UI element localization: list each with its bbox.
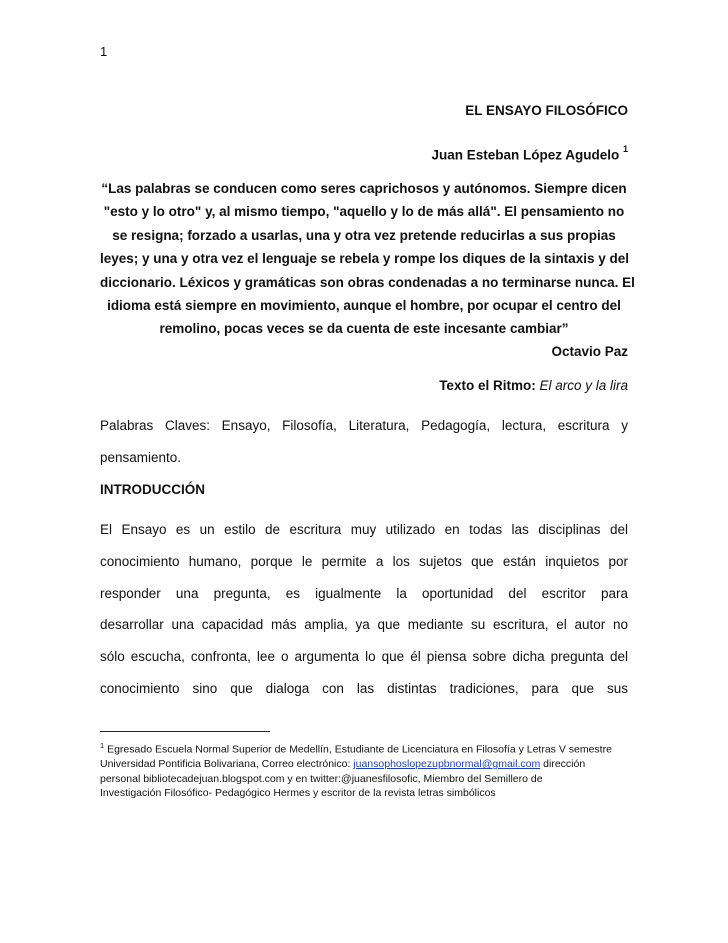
footnote — [100, 739, 628, 801]
quote-source-book: El arco y la lira — [539, 378, 628, 393]
quote-line: leyes; y una y otra vez el lenguaje se rebela y rompe los diques de la sintaxis y del — [100, 251, 629, 267]
footnote-mark: 1 — [100, 741, 105, 750]
author-footnote-mark: 1 — [622, 144, 628, 154]
body-line: conocimiento humano, porque le permite a los sujetos que están inquietos por — [100, 553, 628, 569]
document-title: EL ENSAYO FILOSÓFICO — [465, 103, 628, 118]
footnote-text: Egresado Escuela Normal Superior de Medellín, Estudiante de Licenciatura en Filosofía y Letras V semestre — [107, 743, 612, 756]
introduction-paragraph — [100, 514, 628, 705]
body-line: sólo escucha, confronta, lee o argumenta lo que él piensa sobre dicha pregunta del — [100, 649, 628, 665]
footnote-line: Investigación Filosófico- Pedagógico Hermes y escritor de la revista letras simbólicos — [100, 787, 496, 800]
footnote-text: Universidad Pontificia Bolivariana, Correo electrónico: — [100, 758, 354, 771]
quote-author: Octavio Paz — [551, 344, 628, 359]
body-line: conocimiento sino que dialoga con las distintas tradiciones, para que sus — [100, 680, 628, 696]
quote-line: “Las palabras se conducen como seres caprichosos y autónomos. Siempre dicen — [101, 181, 627, 196]
author-name: Juan Esteban López Agudelo — [431, 147, 620, 163]
footnote-line — [100, 757, 628, 772]
keywords-line: pensamiento. — [100, 450, 182, 465]
footnote-line — [100, 739, 628, 757]
quote-source-label: Texto el Ritmo: — [439, 378, 536, 393]
email-link[interactable]: juansophoslopezupbnormal@gmail.com — [353, 758, 541, 771]
quote-line: "esto y lo otro" y, al mismo tiempo, "aquello y lo de más allá". El pensamiento no — [103, 204, 625, 220]
footnote-separator — [100, 731, 270, 732]
quote-line: se resigna; forzado a usarlas, una y otra vez pretende reducirlas a sus propias — [112, 227, 616, 243]
keywords-line: Palabras Claves: Ensayo, Filosofía, Literatura, Pedagogía, lectura, escritura y — [100, 418, 628, 433]
quote-source — [439, 378, 628, 393]
quote-line: diccionario. Léxicos y gramáticas son obras condenadas a no terminarse nunca. El — [100, 274, 635, 290]
footnote-text: dirección — [540, 758, 586, 771]
footnote-line: personal bibliotecadejuan.blogspot.com y en twitter:@juanesfilosofic, Miembro del Semillero de — [100, 772, 543, 785]
author-line — [431, 146, 628, 163]
epigraph-quote — [100, 177, 635, 341]
page-number: 1 — [100, 44, 108, 59]
body-line: responder una pregunta, es igualmente la oportunidad del escritor para — [100, 585, 628, 601]
quote-line: remolino, pocas veces se da cuenta de este incesante cambiar” — [159, 321, 569, 337]
keywords-paragraph — [100, 410, 628, 474]
quote-line: idioma está siempre en movimiento, aunque el hombre, por ocupar el centro del — [107, 298, 621, 314]
body-line: desarrollar una capacidad más amplia, ya que mediante su escritura, el autor no — [100, 617, 628, 633]
section-heading-introduction: INTRODUCCIÓN — [100, 482, 205, 497]
body-line: El Ensayo es un estilo de escritura muy utilizado en todas las disciplinas del — [100, 522, 628, 537]
